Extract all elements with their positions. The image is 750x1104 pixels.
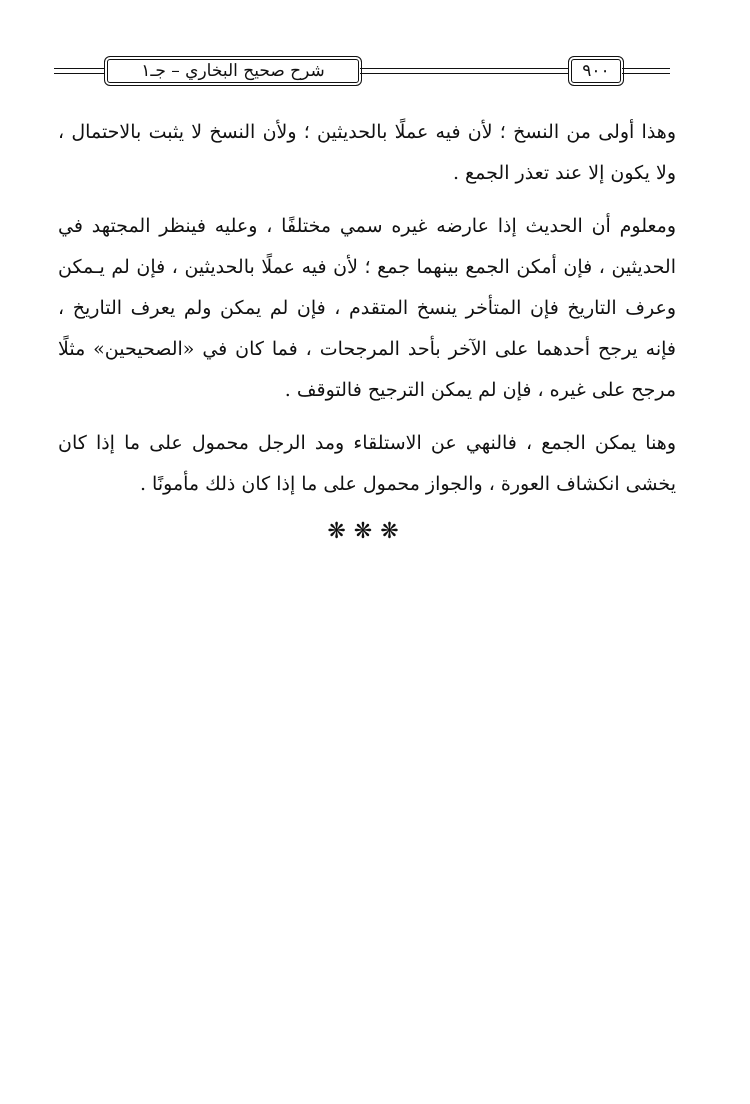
paragraph-3: وهنا يمكن الجمع ، فالنهي عن الاستلقاء ومد الرجل محمول على ما إذا كان يخشى انكشاف العورة ، والجواز محمول على ما إذا كان ذلك مأمونًا . bbox=[58, 432, 676, 495]
header-rule-middle bbox=[360, 68, 568, 69]
page-header bbox=[54, 52, 670, 92]
page-body bbox=[58, 112, 676, 547]
paragraph-1: وهذا أولى من النسخ ؛ لأن فيه عملًا بالحديثين ؛ ولأن النسخ لا يثبت بالاحتمال ، ولا يكون إلا عند تعذر الجمع . bbox=[58, 121, 676, 184]
page-number bbox=[568, 56, 624, 86]
header-rule-left bbox=[54, 68, 104, 69]
header-rule-right bbox=[622, 68, 670, 69]
page-number-text: ٩٠٠ bbox=[582, 61, 610, 81]
running-title-text: شرح صحيح البخاري – جـ١ bbox=[141, 61, 325, 81]
running-title bbox=[104, 56, 362, 86]
header-rule-right-thin bbox=[622, 73, 670, 74]
paragraph-2: ومعلوم أن الحديث إذا عارضه غيره سمي مختلفًا ، وعليه فينظر المجتهد في الحديثين ، فإن أمكن الجمع بينهما جمع ؛ لأن فيه عملًا بالحديثين ، فإن لم يـمكن وعرف التاريخ فإن المتأخر ينسخ المتقدم ، فإن لم يمكن ولم يعرف التاريخ ، فإنه يرجح أحدهما على الآخر بأحد المرجحات ، فما كان في «الصحيحين» مثلًا مرجح على غيره ، فإن لم يمكن الترجيح فالتوقف . bbox=[58, 215, 676, 401]
section-separator: ❋❋❋ bbox=[327, 519, 407, 544]
header-rule-left-thin bbox=[54, 73, 104, 74]
header-rule-middle-thin bbox=[360, 73, 568, 74]
